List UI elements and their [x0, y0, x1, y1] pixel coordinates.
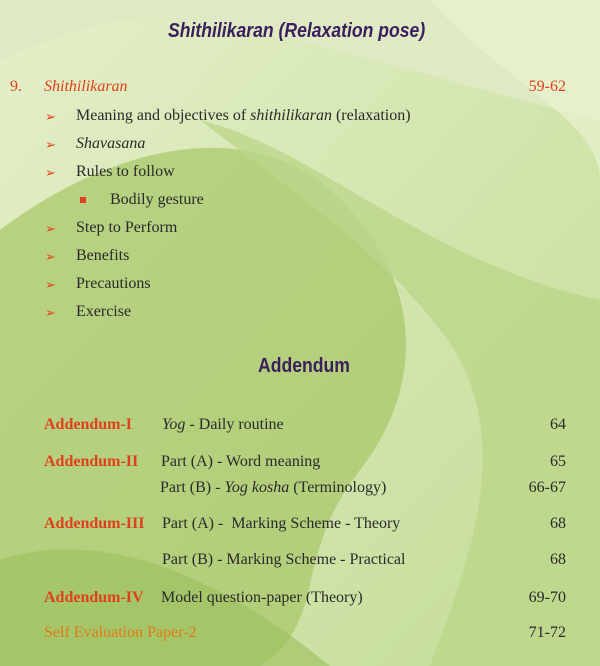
list-item: Shavasana — [76, 135, 146, 152]
square-bullet-icon — [80, 197, 86, 203]
arrow-icon: ➢ — [45, 110, 56, 125]
arrow-icon: ➢ — [45, 166, 56, 181]
sub-list-item: Bodily gesture — [110, 191, 204, 208]
addendum-title: Addendum — [258, 355, 350, 377]
arrow-icon: ➢ — [45, 306, 56, 321]
addendum-pages: 68 — [550, 515, 566, 532]
addendum-pages: 69-70 — [528, 589, 566, 606]
addendum-text: Model question-paper (Theory) — [161, 589, 363, 606]
list-item: Step to Perform — [76, 219, 178, 236]
addendum-label: Addendum-II — [44, 453, 139, 470]
addendum-text: Part (B) - Marking Scheme - Practical — [162, 551, 406, 568]
addendum-text: Yog - Daily routine — [162, 416, 284, 433]
addendum-text: Part (B) - Yog kosha (Terminology) — [160, 479, 387, 496]
addendum-pages: 68 — [550, 551, 566, 568]
arrow-icon: ➢ — [45, 250, 56, 265]
arrow-icon: ➢ — [45, 222, 56, 237]
addendum-pages: 64 — [550, 416, 566, 433]
list-item: Meaning and objectives of shithilikaran (relaxation) — [76, 107, 411, 124]
arrow-icon: ➢ — [45, 278, 56, 293]
self-evaluation-pages: 71-72 — [528, 624, 566, 641]
list-item: Rules to follow — [76, 163, 175, 180]
addendum-label: Addendum-I — [44, 416, 133, 433]
section-title: Shithilikaran (Relaxation pose) — [168, 20, 426, 42]
chapter-pages: 59-62 — [528, 78, 566, 95]
addendum-label: Addendum-III — [44, 515, 145, 532]
chapter-title: Shithilikaran — [44, 78, 128, 95]
list-item: Precautions — [76, 275, 151, 292]
arrow-icon: ➢ — [45, 138, 56, 153]
addendum-pages: 66-67 — [528, 479, 566, 496]
self-evaluation-label: Self Evaluation Paper-2 — [44, 624, 197, 641]
list-item: Benefits — [76, 247, 130, 264]
addendum-label: Addendum-IV — [44, 589, 144, 606]
chapter-number: 9. — [10, 78, 22, 95]
addendum-text: Part (A) - Marking Scheme - Theory — [162, 515, 401, 532]
addendum-text: Part (A) - Word meaning — [161, 453, 321, 470]
addendum-pages: 65 — [550, 453, 566, 470]
list-item: Exercise — [76, 303, 132, 320]
